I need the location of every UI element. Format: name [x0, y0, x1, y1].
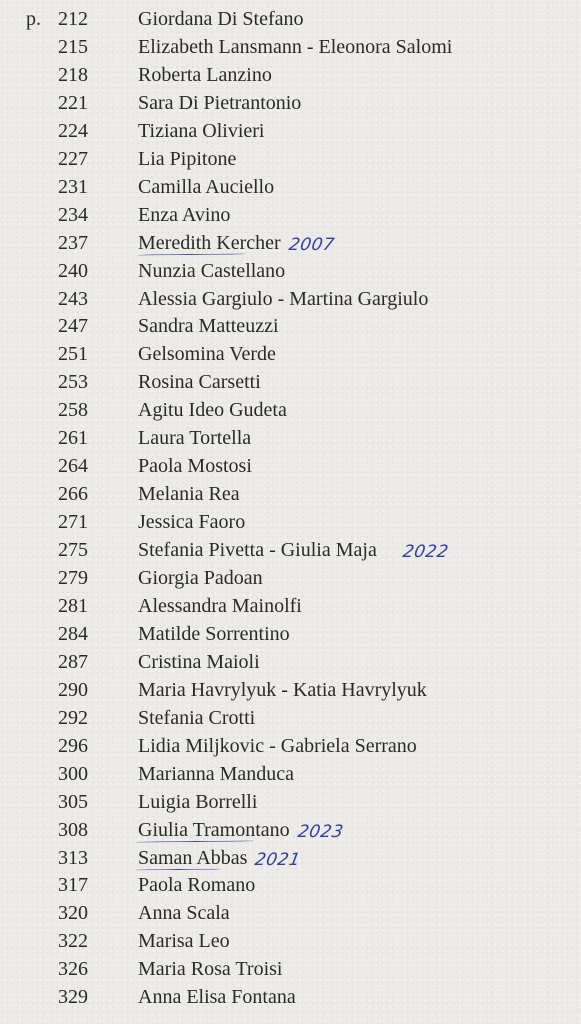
toc-entry	[0, 788, 581, 816]
toc-entry	[0, 927, 581, 955]
toc-page-number: 227	[58, 147, 88, 170]
toc-entry-title: Laura Tortella	[138, 427, 252, 450]
toc-entry	[0, 5, 581, 33]
toc-entry-title: Gelsomina Verde	[138, 343, 276, 366]
toc-entry	[0, 424, 581, 452]
toc-entry	[0, 89, 581, 117]
toc-entry	[0, 33, 581, 61]
toc-page-number: 322	[58, 930, 88, 953]
toc-entry	[0, 592, 581, 620]
toc-page-number: 308	[58, 818, 88, 841]
toc-entry	[0, 173, 581, 201]
toc-entry	[0, 117, 581, 145]
toc-entry-title: Paola Mostosi	[138, 455, 252, 478]
handwritten-year-note: 2021	[253, 849, 303, 870]
toc-entry	[0, 648, 581, 676]
toc-entry	[0, 564, 581, 592]
toc-page-number: 296	[58, 734, 88, 757]
toc-entry-title: Roberta Lanzino	[138, 63, 272, 86]
toc-entry	[0, 704, 581, 732]
toc-entry-title: Meredith Kercher	[138, 231, 281, 254]
toc-page-number: 224	[58, 119, 88, 142]
toc-page-number: 284	[58, 622, 88, 645]
toc-entry-title: Matilde Sorrentino	[138, 622, 290, 645]
toc-page-number: 279	[58, 567, 88, 589]
toc-entry-title: Jessica Faoro	[138, 511, 246, 534]
toc-entry-title: Enza Avino	[138, 203, 231, 226]
toc-entry	[0, 257, 581, 285]
toc-page-number: 300	[58, 762, 88, 785]
toc-entry	[0, 871, 581, 899]
handwritten-year-note: 2007	[286, 234, 336, 255]
toc-entry-title: Lidia Miljkovic - Gabriela Serrano	[138, 734, 417, 757]
toc-entry-title: Agitu Ideo Gudeta	[138, 399, 287, 422]
toc-page-number: 261	[58, 427, 88, 450]
toc-page-number: 271	[58, 511, 88, 534]
toc-entry	[0, 229, 581, 257]
toc-page-number: 240	[58, 259, 88, 282]
toc-page-number: 251	[58, 343, 88, 366]
toc-page-number: 320	[58, 902, 88, 925]
toc-entry	[0, 983, 581, 1011]
toc-entry-title: Marisa Leo	[138, 930, 230, 953]
toc-entry	[0, 201, 581, 229]
toc-entry-title: Stefania Pivetta - Giulia Maja	[138, 539, 377, 562]
toc-entry	[0, 61, 581, 89]
show-through-text	[300, 14, 304, 32]
toc-entry	[0, 396, 581, 424]
toc-page-number: 329	[58, 986, 88, 1009]
toc-page-number: 264	[58, 455, 88, 478]
toc-entry-title: Giorgia Padoan	[138, 567, 263, 589]
toc-entry	[0, 145, 581, 173]
handwritten-year-note: 2022	[401, 542, 450, 563]
toc-page-number: 313	[58, 846, 88, 869]
toc-entry-title: Nunzia Castellano	[138, 259, 286, 282]
toc-entry-title: Giordana Di Stefano	[138, 8, 304, 30]
toc-entry-title: Alessia Gargiulo - Martina Gargiulo	[138, 287, 429, 310]
toc-page-number: 237	[58, 231, 88, 254]
toc-entry	[0, 368, 581, 396]
toc-page-number: 221	[58, 91, 88, 114]
toc-entry	[0, 480, 581, 508]
toc-page-number: 215	[58, 35, 88, 58]
toc-entry	[0, 955, 581, 983]
toc-page-number: 266	[58, 483, 88, 506]
handwritten-year-note: 2023	[295, 821, 345, 842]
toc-entry-title: Rosina Carsetti	[138, 371, 261, 394]
toc-entry-title: Saman Abbas	[138, 846, 248, 869]
toc-entry-title: Stefania Crotti	[138, 706, 256, 729]
toc-page-number: 212	[58, 8, 88, 30]
toc-entry-title: Lia Pipitone	[138, 147, 237, 170]
toc-entry-title: Sara Di Pietrantonio	[138, 91, 302, 114]
toc-page-number: 275	[58, 539, 88, 562]
toc-entry	[0, 676, 581, 704]
toc-page-number: 317	[58, 874, 88, 897]
toc-entry-title: Luigia Borrelli	[138, 790, 258, 813]
toc-entry-title: Elizabeth Lansmann - Eleonora Salomi	[138, 35, 453, 58]
toc-page-number: 231	[58, 175, 88, 198]
toc-page-number: 281	[58, 594, 88, 617]
toc-page-number: 290	[58, 678, 88, 701]
toc-entry-title: Marianna Manduca	[138, 762, 295, 785]
toc-entry	[0, 508, 581, 536]
toc-entry-title: Anna Elisa Fontana	[138, 986, 296, 1009]
toc-page-number: 253	[58, 371, 88, 394]
toc-entry	[0, 816, 581, 844]
toc-entry	[0, 844, 581, 872]
toc-page-number: 234	[58, 203, 88, 226]
toc-entry	[0, 340, 581, 368]
toc-entry	[0, 760, 581, 788]
toc-entry-title: Paola Romano	[138, 874, 256, 897]
toc-entry	[0, 732, 581, 760]
toc-entry-title: Maria Havrylyuk - Katia Havrylyuk	[138, 678, 427, 701]
toc-entry-title: Alessandra Mainolfi	[138, 594, 302, 617]
toc-entry-title: Giulia Tramontano	[138, 818, 290, 841]
toc-page-number: 326	[58, 958, 88, 981]
page-prefix: p.	[26, 8, 41, 30]
toc-entry-title: Maria Rosa Troisi	[138, 958, 283, 981]
toc-entry	[0, 899, 581, 927]
toc-entry-title: Cristina Maioli	[138, 650, 260, 673]
toc-page-number: 287	[58, 650, 88, 673]
toc-page-number: 243	[58, 287, 88, 310]
toc-entry-title: Tiziana Olivieri	[138, 119, 265, 142]
toc-entry-title: Sandra Matteuzzi	[138, 315, 279, 338]
toc-entry	[0, 620, 581, 648]
toc-page-number: 258	[58, 399, 88, 422]
toc-entry-title: Anna Scala	[138, 902, 230, 925]
toc-entry-title: Camilla Auciello	[138, 175, 275, 198]
toc-entry	[0, 452, 581, 480]
toc-page-number: 218	[58, 63, 88, 86]
toc-page-number: 247	[58, 315, 88, 338]
toc-entry	[0, 312, 581, 340]
table-of-contents	[0, 4, 581, 1024]
toc-entry	[0, 536, 581, 564]
toc-entry-title: Melania Rea	[138, 483, 240, 506]
toc-entry	[0, 285, 581, 313]
toc-page-number: 305	[58, 790, 88, 813]
toc-page-number: 292	[58, 706, 88, 729]
